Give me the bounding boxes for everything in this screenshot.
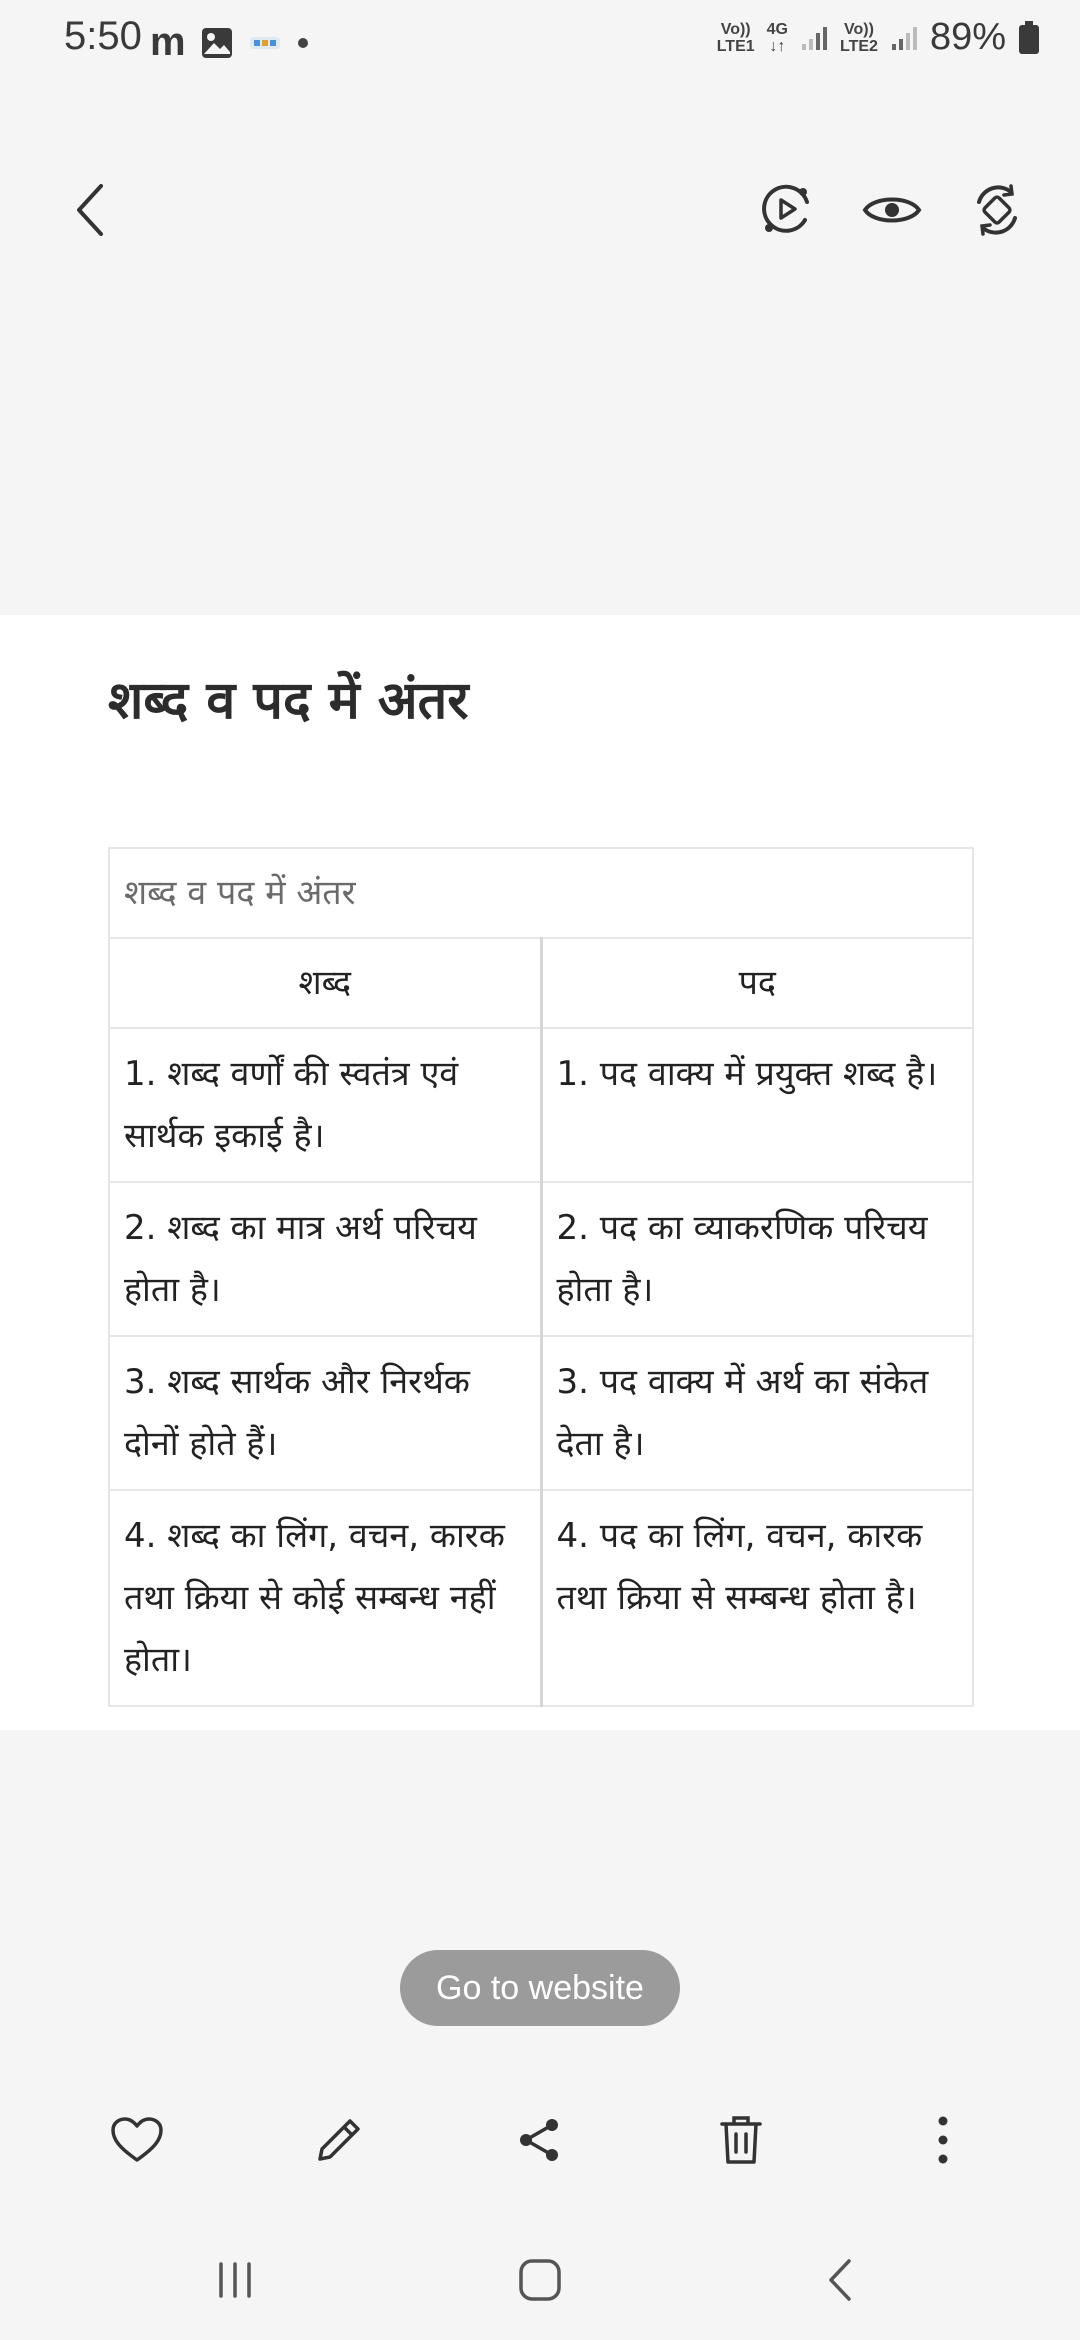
sim2-label: Vo)) LTE2 — [840, 20, 878, 55]
view-button[interactable] — [857, 175, 927, 245]
dot-icon — [296, 36, 310, 50]
table-cell: 4. शब्द का लिंग, वचन, कारक तथा क्रिया से कोई सम्बन्ध नहीं होता। — [109, 1490, 541, 1706]
status-right — [717, 16, 1040, 59]
table-cell: 3. शब्द सार्थक और निरर्थक दोनों होते हैं। — [109, 1336, 541, 1490]
table-row — [109, 1490, 973, 1706]
status-bar — [0, 0, 1080, 80]
heart-icon — [110, 2116, 164, 2164]
rotate-button[interactable] — [962, 175, 1032, 245]
table-cell: 1. पद वाक्य में प्रयुक्त शब्द है। — [541, 1028, 973, 1182]
delete-button[interactable] — [706, 2105, 776, 2175]
more-options-button[interactable] — [908, 2105, 978, 2175]
header-shabd: शब्द — [109, 938, 541, 1028]
signal-icon-2 — [890, 24, 918, 52]
table-cell: 2. पद का व्याकरणिक परिचय होता है। — [541, 1182, 973, 1336]
back-nav-icon — [825, 2257, 855, 2303]
slideshow-button[interactable] — [752, 175, 822, 245]
table-caption: शब्द व पद में अंतर — [109, 848, 973, 938]
battery-percent: 89% — [929, 16, 1006, 58]
status-time: 5:50 — [64, 14, 142, 58]
table-row — [109, 1028, 973, 1182]
back-button[interactable] — [56, 175, 126, 245]
gallery-icon — [200, 26, 234, 60]
messenger-m-icon: m — [150, 20, 186, 64]
rotate-icon — [969, 182, 1025, 238]
table-cell: 3. पद वाक्य में अर्थ का संकेत देता है। — [541, 1336, 973, 1490]
table-cell: 1. शब्द वर्णों की स्वतंत्र एवं सार्थक इकाई है। — [109, 1028, 541, 1182]
table-header-row — [109, 938, 973, 1028]
back-icon — [71, 180, 111, 240]
battery-icon — [1018, 21, 1040, 55]
bottom-action-bar — [0, 2100, 1080, 2180]
table-row — [109, 1182, 973, 1336]
table-cell: 4. पद का लिंग, वचन, कारक तथा क्रिया से सम्बन्ध होता है। — [541, 1490, 973, 1706]
go-to-website-button[interactable]: Go to website — [400, 1950, 680, 2026]
image-viewer[interactable] — [0, 615, 1080, 1730]
more-icon — [936, 2115, 950, 2165]
home-icon — [517, 2257, 563, 2303]
pencil-icon — [314, 2115, 364, 2165]
slideshow-icon — [759, 182, 815, 238]
app-notification-icon — [248, 33, 282, 53]
back-nav-button[interactable] — [805, 2240, 875, 2320]
header-pad: पद — [541, 938, 973, 1028]
status-notification-icons — [150, 20, 310, 65]
table-row — [109, 1336, 973, 1490]
recent-apps-button[interactable] — [200, 2240, 270, 2320]
network-type-label: 4G ↓↑ — [766, 20, 788, 55]
recent-apps-icon — [215, 2260, 255, 2300]
signal-icon — [800, 24, 828, 52]
table-cell: 2. शब्द का मात्र अर्थ परिचय होता है। — [109, 1182, 541, 1336]
difference-table — [108, 847, 974, 1707]
table-caption-row — [109, 848, 973, 938]
eye-icon — [862, 190, 922, 230]
share-button[interactable] — [505, 2105, 575, 2175]
home-button[interactable] — [502, 2240, 578, 2320]
share-icon — [516, 2116, 564, 2164]
edit-button[interactable] — [304, 2105, 374, 2175]
document-title: शब्द व पद में अंतर — [108, 671, 469, 731]
system-nav-bar — [0, 2240, 1080, 2320]
sim1-label: Vo)) LTE1 — [716, 20, 755, 55]
favorite-button[interactable] — [102, 2105, 172, 2175]
viewer-toolbar — [0, 160, 1080, 260]
trash-icon — [718, 2114, 764, 2166]
